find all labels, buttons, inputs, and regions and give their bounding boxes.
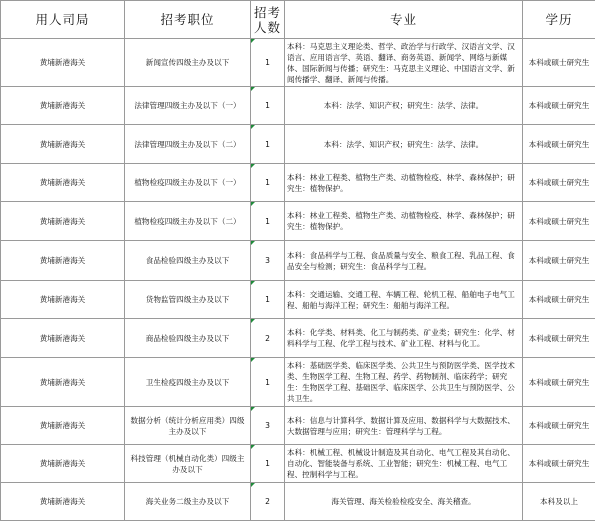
cell-unit: 黄埔新港海关: [1, 202, 125, 241]
cell-education: 本科及以上: [523, 483, 595, 521]
table-row: [1, 358, 595, 407]
cell-count: 1: [251, 164, 285, 202]
cell-education: 本科或硕士研究生: [523, 319, 595, 358]
cell-position: 食品检验四级主办及以下: [125, 241, 251, 281]
header-row: [1, 1, 595, 39]
cell-unit: 黄埔新港海关: [1, 358, 125, 407]
table-row: [1, 407, 595, 445]
cell-count: 1: [251, 125, 285, 164]
cell-major: 本科：食品科学与工程、食品质量与安全、粮食工程、乳品工程、食品安全与检测；研究生：食品科学与工程。: [285, 241, 523, 281]
cell-position: 法律管理四级主办及以下（二）: [125, 125, 251, 164]
cell-education: 本科或硕士研究生: [523, 445, 595, 483]
cell-count: 3: [251, 407, 285, 445]
cell-unit: 黄埔新港海关: [1, 483, 125, 521]
header-unit: 用人司局: [1, 1, 125, 39]
table-row: [1, 39, 595, 87]
cell-count: 1: [251, 358, 285, 407]
cell-position: 卫生检疫四级主办及以下: [125, 358, 251, 407]
header-count: [251, 1, 285, 39]
cell-position: 新闻宣传四级主办及以下: [125, 39, 251, 87]
cell-count: 1: [251, 202, 285, 241]
header-count-line1: 招考: [254, 5, 281, 20]
cell-education: 本科或硕士研究生: [523, 241, 595, 281]
header-count-line2: 人数: [254, 20, 281, 35]
cell-major: 本科：交通运输、交通工程、车辆工程、轮机工程、船舶电子电气工程、船舶与海洋工程；研究生：船舶与海洋工程。: [285, 281, 523, 319]
cell-unit: 黄埔新港海关: [1, 281, 125, 319]
cell-unit: 黄埔新港海关: [1, 319, 125, 358]
table-row: [1, 241, 595, 281]
header-position: 招考职位: [125, 1, 251, 39]
table-row: [1, 125, 595, 164]
table-row: [1, 202, 595, 241]
cell-position: 海关业务二级主办及以下: [125, 483, 251, 521]
cell-education: 本科或硕士研究生: [523, 358, 595, 407]
cell-major: 本科：林业工程类、植物生产类、动植物检疫、林学、森林保护；研究生：植物保护。: [285, 202, 523, 241]
cell-position: 法律管理四级主办及以下（一）: [125, 87, 251, 125]
cell-unit: 黄埔新港海关: [1, 445, 125, 483]
cell-education: 本科或硕士研究生: [523, 202, 595, 241]
table-row: [1, 445, 595, 483]
cell-education: 本科或硕士研究生: [523, 39, 595, 87]
cell-unit: 黄埔新港海关: [1, 407, 125, 445]
cell-major: 本科：法学、知识产权；研究生：法学、法律。: [285, 125, 523, 164]
table-row: [1, 319, 595, 358]
table-row: [1, 164, 595, 202]
cell-major: 本科：林业工程类、植物生产类、动植物检疫、林学、森林保护；研究生：植物保护。: [285, 164, 523, 202]
table-row: [1, 87, 595, 125]
cell-count: 1: [251, 87, 285, 125]
header-education: 学历: [523, 1, 595, 39]
cell-major: 本科：信息与计算科学、数据计算及应用、数据科学与大数据技术、大数据管理与应用；研究生：管理科学与工程。: [285, 407, 523, 445]
cell-position: 数据分析（统计分析应用类）四级主办及以下: [125, 407, 251, 445]
cell-count: 1: [251, 445, 285, 483]
cell-position: 植物检疫四级主办及以下（二）: [125, 202, 251, 241]
cell-count: 1: [251, 281, 285, 319]
table-row: [1, 483, 595, 521]
cell-education: 本科或硕士研究生: [523, 407, 595, 445]
cell-major: 本科：机械工程、机械设计制造及其自动化、电气工程及其自动化、自动化、智能装备与系统、工业智能；研究生：机械工程、电气工程、控制科学与工程。: [285, 445, 523, 483]
cell-position: 植物检疫四级主办及以下（一）: [125, 164, 251, 202]
cell-position: 货物监管四级主办及以下: [125, 281, 251, 319]
table-row: [1, 281, 595, 319]
cell-major: 本科：法学、知识产权；研究生：法学、法律。: [285, 87, 523, 125]
cell-education: 本科或硕士研究生: [523, 125, 595, 164]
cell-count: 1: [251, 39, 285, 87]
cell-unit: 黄埔新港海关: [1, 241, 125, 281]
cell-unit: 黄埔新港海关: [1, 164, 125, 202]
cell-position: 商品检验四级主办及以下: [125, 319, 251, 358]
cell-education: 本科或硕士研究生: [523, 87, 595, 125]
cell-education: 本科或硕士研究生: [523, 281, 595, 319]
cell-count: 3: [251, 241, 285, 281]
header-major: 专业: [285, 1, 523, 39]
cell-major: 本科：马克思主义理论类、哲学、政治学与行政学、汉语言文学、汉语言、应用语言学、英语、翻译、商务英语、新闻学、网络与新媒体、国际新闻与传播；研究生：马克思主义理论、中国语言文学、新闻传播学、翻译、新闻与传播。: [285, 39, 523, 87]
cell-education: 本科或硕士研究生: [523, 164, 595, 202]
cell-position: 科技管理（机械自动化类）四级主办及以下: [125, 445, 251, 483]
cell-major: 海关管理、海关检验检疫安全、海关稽查。: [285, 483, 523, 521]
cell-count: 2: [251, 319, 285, 358]
cell-major: 本科：化学类、材料类、化工与制药类、矿业类；研究生：化学、材料科学与工程、化学工程与技术、矿业工程、材料与化工。: [285, 319, 523, 358]
cell-unit: 黄埔新港海关: [1, 87, 125, 125]
cell-unit: 黄埔新港海关: [1, 125, 125, 164]
cell-count: 2: [251, 483, 285, 521]
cell-major: 本科：基础医学类、临床医学类、公共卫生与预防医学类、医学技术类、生物医学工程、生物工程、药学、药物制剂、临床药学；研究生：生物医学工程、基础医学、临床医学、公共卫生与预防医学、公共卫生。: [285, 358, 523, 407]
cell-unit: 黄埔新港海关: [1, 39, 125, 87]
